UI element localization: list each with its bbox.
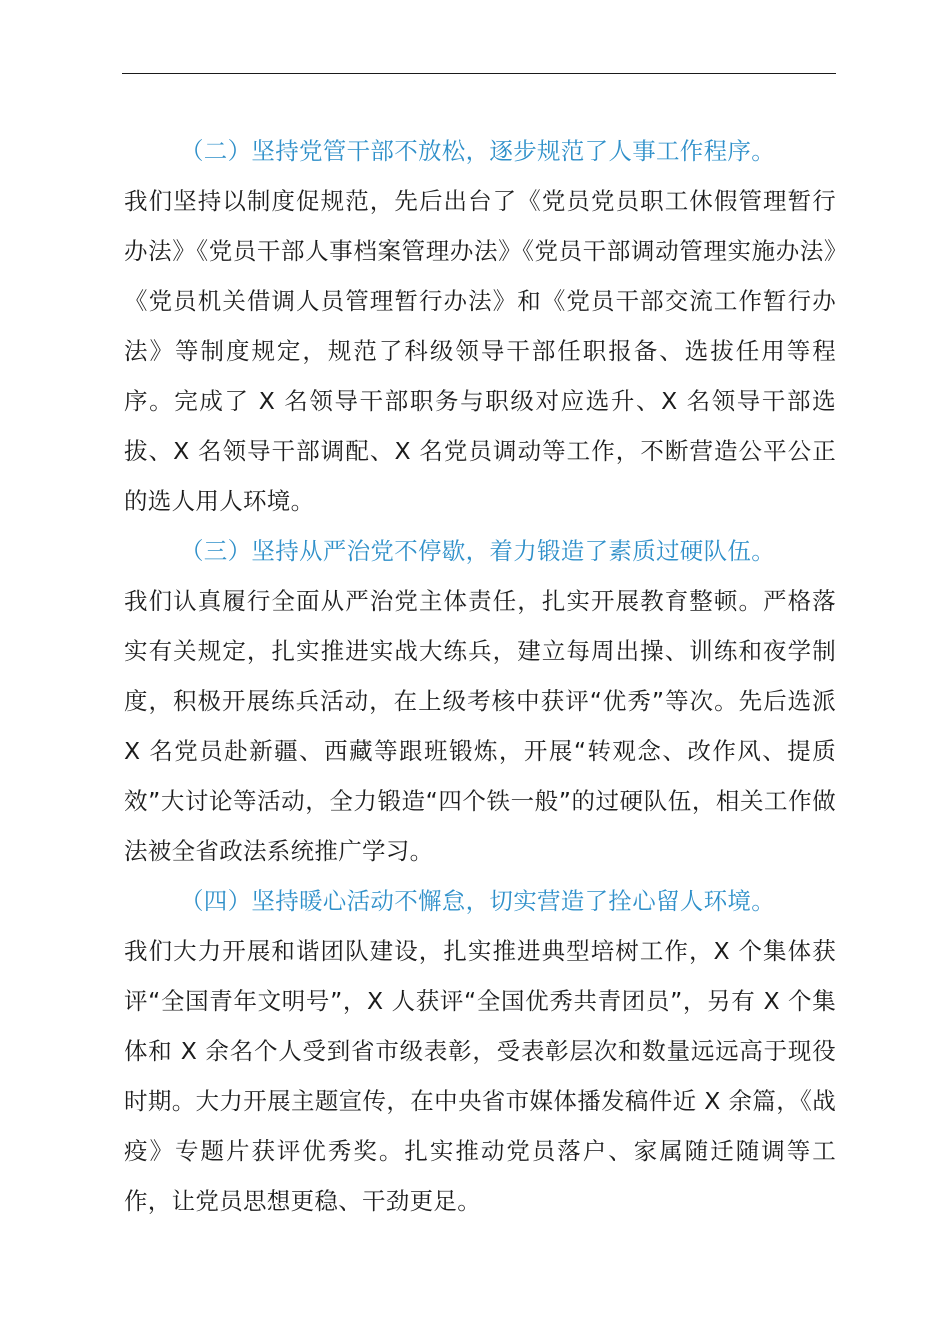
section-heading-4: （四）坚持暖心活动不懈怠，切实营造了拴心留人环境。 <box>180 887 775 915</box>
section-body-3: 我们认真履行全面从严治党主体责任，扎实开展教育整顿。严格落实有关规定，扎实推进实战大练兵，建立每周出操、训练和夜学制度，积极开展练兵活动，在上级考核中获评“优秀”等次。先后选派 X 名党员赴新疆、西藏等跟班锻炼，开展“转观念、改作风、提质效”大讨论等活动，全力锻造“四个铁一般”的过硬队伍，相关工作做法被全省政法系统推广学习。 <box>124 587 836 865</box>
document-body <box>124 126 836 1226</box>
section-body-4: 我们大力开展和谐团队建设，扎实推进典型培树工作，X 个集体获评“全国青年文明号”，X 人获评“全国优秀共青团员”，另有 X 个集体和 X 余名个人受到省市级表彰，受表彰层次和数量远远高于现役时期。大力开展主题宣传，在中央省市媒体播发稿件近 X 余篇，《战疫》专题片获评优秀奖。扎实推动党员落户、家属随迁随调等工作，让党员思想更稳、干劲更足。 <box>124 937 836 1215</box>
section-heading-3: （三）坚持从严治党不停歇，着力锻造了素质过硬队伍。 <box>180 537 775 565</box>
section-body-2: 我们坚持以制度促规范，先后出台了《党员党员职工休假管理暂行办法》《党员干部人事档案管理办法》《党员干部调动管理实施办法》《党员机关借调人员管理暂行办法》和《党员干部交流工作暂行办法》等制度规定，规范了科级领导干部任职报备、选拔任用等程序。完成了 X 名领导干部职务与职级对应选升、X 名领导干部选拔、X 名领导干部调配、X 名党员调动等工作，不断营造公平公正的选人用人环境。 <box>124 187 836 515</box>
section-heading-2: （二）坚持党管干部不放松，逐步规范了人事工作程序。 <box>180 137 775 165</box>
header-rule <box>122 73 836 74</box>
